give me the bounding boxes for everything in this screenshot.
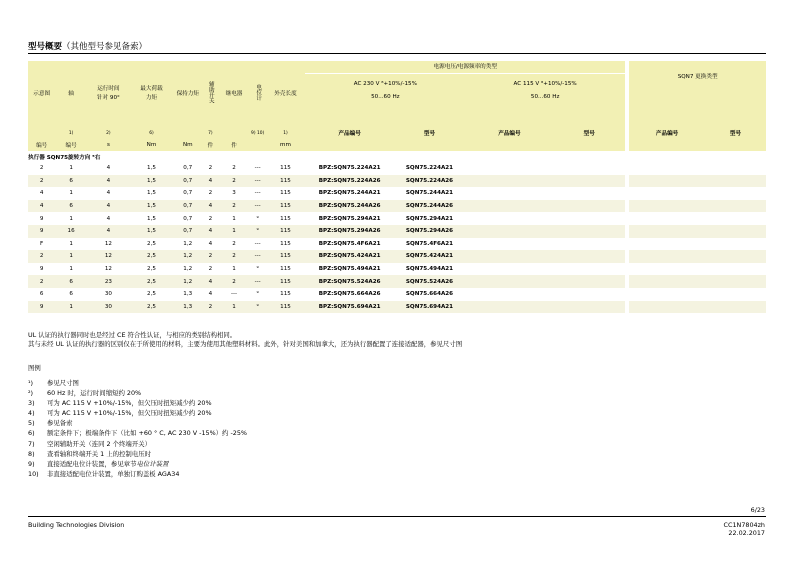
footnote-row [28, 127, 766, 139]
cell-aux: 4 [202, 175, 218, 188]
cell-pot: ⁹ [250, 288, 266, 301]
cell-pn230: BPZ:SQN75.694A21 [305, 301, 393, 314]
legend-text: 直接适配电位计装置，参见章节 [47, 459, 137, 468]
cell-tsqn [705, 288, 766, 301]
cell-t230: SQN75.4F6A21 [394, 238, 465, 251]
table-row [28, 238, 766, 251]
legend-marker: 6) [28, 429, 35, 438]
cell-len: 115 [266, 263, 306, 276]
cell-t115 [554, 263, 626, 276]
cell-tsqn [705, 175, 766, 188]
legend-marker: 9) [28, 459, 35, 468]
cell-tsqn [705, 200, 766, 213]
fn-hold [173, 127, 202, 139]
cell-schem: 9 [28, 263, 55, 276]
cell-schem: 2 [28, 175, 55, 188]
cell-shaft: 1 [55, 238, 87, 251]
cell-relay: 1 [218, 212, 250, 225]
cell-load: 1,5 [130, 187, 173, 200]
fn-length: 1) [266, 127, 306, 139]
type-sqn7: 型号 [705, 127, 766, 139]
cell-load: 1,5 [130, 162, 173, 175]
cell-schem: 2 [28, 250, 55, 263]
legend-marker: 10) [28, 469, 39, 478]
col-relay: 继电器 [218, 61, 250, 127]
ul-note: UL 认证的执行器同时也是经过 CE 符合性认证，与相应的类别结构相同。 [28, 331, 237, 339]
cell-schem: 9 [28, 301, 55, 314]
ul-notes [28, 331, 462, 350]
fn-shaft: 1) [55, 127, 87, 139]
cell-aux: 2 [202, 250, 218, 263]
product-no-230: 产品编号 [305, 127, 393, 139]
cell-run: 4 [87, 212, 130, 225]
legend-item [28, 408, 247, 418]
cell-t230: SQN75.294A21 [394, 212, 465, 225]
cell-pnsqn [629, 162, 705, 175]
col-hold-torque: 保持力矩 [173, 61, 202, 127]
cell-pnsqn [629, 275, 705, 288]
cell-schem: 6 [28, 288, 55, 301]
cell-hold: 1,2 [173, 238, 202, 251]
cell-relay: 1 [218, 225, 250, 238]
cell-hold: 1,3 [173, 301, 202, 314]
unit-row [28, 139, 766, 151]
legend-text: 额定条件下；极端条件下（比如 +60 ° C, AC 230 V -15%）约 -25% [47, 429, 247, 438]
footer-division: Building Technologies Division [28, 521, 125, 529]
table-row [28, 225, 766, 238]
cell-pn115 [465, 288, 553, 301]
cell-len: 115 [266, 212, 306, 225]
cell-pot: --- [250, 175, 266, 188]
cell-relay: 2 [218, 250, 250, 263]
cell-schem: 9 [28, 225, 55, 238]
cell-len: 115 [266, 187, 306, 200]
cell-pn230: BPZ:SQN75.494A21 [305, 263, 393, 276]
cell-pnsqn [629, 288, 705, 301]
type-summary-table [28, 61, 766, 313]
cell-relay: 2 [218, 162, 250, 175]
cell-len: 115 [266, 288, 306, 301]
table-row [28, 301, 766, 314]
col-load-torque: 最大荷载 力矩 [130, 61, 173, 127]
cell-aux: 4 [202, 200, 218, 213]
cell-t115 [554, 212, 626, 225]
cell-pnsqn [629, 175, 705, 188]
cell-hold: 1,3 [173, 288, 202, 301]
cell-t115 [554, 225, 626, 238]
cell-relay: 2 [218, 275, 250, 288]
cell-load: 1,5 [130, 175, 173, 188]
cell-t230: SQN75.494A21 [394, 263, 465, 276]
legend-marker: ²) [28, 389, 34, 398]
cell-relay: 2 [218, 175, 250, 188]
cell-aux: 2 [202, 212, 218, 225]
cell-pnsqn [629, 238, 705, 251]
cell-schem: 4 [28, 200, 55, 213]
unit-pot [250, 139, 266, 151]
cell-pot: --- [250, 187, 266, 200]
unit-runtime: s [87, 139, 130, 151]
cell-tsqn [705, 301, 766, 314]
cell-t230: SQN75.664A26 [394, 288, 465, 301]
cell-pn230: BPZ:SQN75.524A26 [305, 275, 393, 288]
cell-shaft: 1 [55, 263, 87, 276]
cell-load: 1,5 [130, 225, 173, 238]
voltage-115: AC 115 V ⁸+10%/-15% [513, 81, 577, 87]
cell-schem: 9 [28, 212, 55, 225]
table-row [28, 175, 766, 188]
cell-pn230: BPZ:SQN75.244A21 [305, 187, 393, 200]
legend-item [28, 469, 247, 479]
voltage-group-title: 电源电压/电源频率的类型 [433, 64, 497, 70]
cell-run: 4 [87, 225, 130, 238]
cell-schem: 4 [28, 187, 55, 200]
cell-load: 2,5 [130, 263, 173, 276]
cell-pn115 [465, 187, 553, 200]
title-rule [28, 53, 766, 54]
cell-shaft: 6 [55, 175, 87, 188]
voltage-group [305, 61, 625, 127]
cell-hold: 1,2 [173, 250, 202, 263]
cell-tsqn [705, 187, 766, 200]
unit-blank [705, 139, 766, 151]
cell-hold: 0,7 [173, 225, 202, 238]
table-row [28, 275, 766, 288]
cell-shaft: 1 [55, 301, 87, 314]
cell-hold: 0,7 [173, 175, 202, 188]
cell-hold: 1,2 [173, 275, 202, 288]
cell-hold: 0,7 [173, 212, 202, 225]
legend-marker: 4) [28, 409, 35, 418]
footer-date: 22.02.2017 [728, 529, 765, 537]
footer-rule [28, 516, 766, 517]
unit-hold: Nm [173, 139, 202, 151]
section-label: 执行器 SQN75旋转方向 ⁵右 [28, 151, 766, 162]
cell-t115 [554, 288, 626, 301]
legend-item [28, 459, 247, 469]
unit-blank [305, 139, 393, 151]
cell-aux: 2 [202, 301, 218, 314]
cell-pn115 [465, 275, 553, 288]
cell-load: 1,5 [130, 200, 173, 213]
cell-pot: ⁹ [250, 212, 266, 225]
cell-pnsqn [629, 301, 705, 314]
cell-pn230: BPZ:SQN75.4F6A21 [305, 238, 393, 251]
cell-pot: ⁹ [250, 263, 266, 276]
legend-marker: 8) [28, 449, 35, 458]
cell-load: 2,5 [130, 301, 173, 314]
cell-shaft: 6 [55, 275, 87, 288]
voltage-230: AC 230 V ⁸+10%/-15% [353, 81, 417, 87]
cell-pnsqn [629, 200, 705, 213]
cell-pot: --- [250, 275, 266, 288]
cell-t230: SQN75.244A21 [394, 187, 465, 200]
cell-relay: 2 [218, 200, 250, 213]
cell-pn115 [465, 225, 553, 238]
unit-load: Nm [130, 139, 173, 151]
cell-pot: --- [250, 162, 266, 175]
cell-pnsqn [629, 212, 705, 225]
cell-t115 [554, 250, 626, 263]
cell-t115 [554, 200, 626, 213]
cell-pot: ⁹ [250, 301, 266, 314]
page-title-sub: （其他型号参见备索） [62, 42, 148, 52]
sqn7-group: SQN7 更换类型 [629, 61, 766, 127]
cell-aux: 2 [202, 263, 218, 276]
cell-t115 [554, 238, 626, 251]
cell-load: 2,5 [130, 238, 173, 251]
cell-aux: 2 [202, 162, 218, 175]
cell-hold: 0,7 [173, 162, 202, 175]
cell-len: 115 [266, 175, 306, 188]
cell-tsqn [705, 238, 766, 251]
cell-hold: 0,7 [173, 187, 202, 200]
cell-tsqn [705, 250, 766, 263]
cell-shaft: 6 [55, 288, 87, 301]
cell-pn230: BPZ:SQN75.244A26 [305, 200, 393, 213]
cell-tsqn [705, 212, 766, 225]
cell-run: 4 [87, 175, 130, 188]
cell-t230: SQN75.224A26 [394, 175, 465, 188]
cell-shaft: 1 [55, 212, 87, 225]
cell-run: 12 [87, 250, 130, 263]
table-row [28, 250, 766, 263]
hz-230: 50...60 Hz [371, 94, 400, 100]
table-row [28, 263, 766, 276]
cell-load: 1,5 [130, 212, 173, 225]
cell-len: 115 [266, 238, 306, 251]
legend-text: 查看轴和终端开关 1 上的控制电压时 [47, 449, 151, 458]
cell-run: 23 [87, 275, 130, 288]
cell-shaft: 1 [55, 187, 87, 200]
cell-relay: 1 [218, 263, 250, 276]
unit-length: mm [266, 139, 306, 151]
legend-marker: ¹) [28, 379, 34, 387]
table-row [28, 200, 766, 213]
cell-t230: SQN75.424A21 [394, 250, 465, 263]
unit-schematic: 编号 [28, 139, 55, 151]
fn-runtime: 2) [87, 127, 130, 139]
legend-item [28, 398, 247, 408]
col-schematic: 示意图 [28, 61, 55, 127]
cell-load: 2,5 [130, 288, 173, 301]
cell-schem: F [28, 238, 55, 251]
cell-t115 [554, 187, 626, 200]
cell-len: 115 [266, 200, 306, 213]
cell-tsqn [705, 263, 766, 276]
footer-doc-info [724, 521, 765, 537]
page-number: 6/23 [750, 506, 765, 514]
cell-t115 [554, 162, 626, 175]
fn-load: 6) [130, 127, 173, 139]
cell-pnsqn [629, 225, 705, 238]
fn-schematic [28, 127, 55, 139]
legend-marker: 5) [28, 419, 35, 428]
cell-run: 4 [87, 187, 130, 200]
unit-blank [554, 139, 626, 151]
cell-pn115 [465, 175, 553, 188]
fn-relay [218, 127, 250, 139]
cell-tsqn [705, 225, 766, 238]
cell-run: 12 [87, 238, 130, 251]
legend-item [28, 428, 247, 438]
col-pot: 电位计 [255, 83, 262, 101]
section-row [28, 151, 766, 162]
cell-pn230: BPZ:SQN75.294A26 [305, 225, 393, 238]
cell-pn115 [465, 162, 553, 175]
product-no-115: 产品编号 [465, 127, 553, 139]
cell-pot: --- [250, 200, 266, 213]
cell-relay: 2 [218, 238, 250, 251]
cell-len: 115 [266, 225, 306, 238]
cell-pn115 [465, 212, 553, 225]
cell-pn115 [465, 250, 553, 263]
cell-aux: 4 [202, 225, 218, 238]
cell-run: 4 [87, 200, 130, 213]
cell-len: 115 [266, 301, 306, 314]
col-aux-switch: 辅助开关 [207, 80, 214, 104]
cell-shaft: 16 [55, 225, 87, 238]
cell-pnsqn [629, 263, 705, 276]
cell-aux: 4 [202, 275, 218, 288]
legend-text: 参见备索 [47, 419, 73, 428]
cell-pn115 [465, 200, 553, 213]
cell-pn230: BPZ:SQN75.224A26 [305, 175, 393, 188]
cell-load: 2,5 [130, 275, 173, 288]
legend-title: 图例 [28, 364, 41, 372]
cell-t230: SQN75.524A26 [394, 275, 465, 288]
cell-t230: SQN75.224A21 [394, 162, 465, 175]
cell-t230: SQN75.294A26 [394, 225, 465, 238]
unit-relay: 件 [218, 139, 250, 151]
unit-aux: 件 [202, 139, 218, 151]
cell-pn115 [465, 301, 553, 314]
legend-item [28, 439, 247, 449]
cell-t115 [554, 175, 626, 188]
legend-text: 可为 AC 115 V +10%/-15%，但欠压时扭矩减少约 20% [47, 399, 212, 408]
legend-text: 参见尺寸图 [47, 379, 79, 387]
cell-shaft: 1 [55, 162, 87, 175]
cell-run: 30 [87, 288, 130, 301]
unit-blank [394, 139, 465, 151]
legend-item [28, 388, 247, 398]
table-row [28, 162, 766, 175]
legend-marker: 7) [28, 439, 35, 448]
fn-aux: 7) [202, 127, 218, 139]
hz-115: 50...60 Hz [530, 94, 560, 100]
cell-hold: 1,2 [173, 263, 202, 276]
cell-t115 [554, 301, 626, 314]
legend-list [28, 378, 247, 479]
cell-len: 115 [266, 250, 306, 263]
cell-run: 4 [87, 162, 130, 175]
legend-text: 可为 AC 115 V +10%/-15%，但欠压时扭矩减少约 20% [47, 409, 212, 418]
voltage-115-block [465, 74, 625, 104]
cell-pn230: BPZ:SQN75.294A21 [305, 212, 393, 225]
cell-pnsqn [629, 187, 705, 200]
cell-pn230: BPZ:SQN75.664A26 [305, 288, 393, 301]
cell-pn230: BPZ:SQN75.424A21 [305, 250, 393, 263]
voltage-230-block [305, 74, 465, 104]
unit-blank [629, 139, 705, 151]
cell-shaft: 6 [55, 200, 87, 213]
cell-pot: --- [250, 250, 266, 263]
col-runtime: 运行时间 针对 90° [87, 61, 130, 127]
col-pot-cell [250, 61, 266, 127]
cell-run: 30 [87, 301, 130, 314]
product-no-sqn7: 产品编号 [629, 127, 705, 139]
legend-marker: 3) [28, 399, 35, 408]
cell-pot: ⁹ [250, 225, 266, 238]
page-title [28, 40, 147, 52]
cell-pnsqn [629, 250, 705, 263]
cell-relay: 1 [218, 301, 250, 314]
type-230: 型号 [394, 127, 465, 139]
cell-load: 2,5 [130, 250, 173, 263]
legend-item [28, 378, 247, 388]
cell-aux: 2 [202, 187, 218, 200]
cell-tsqn [705, 162, 766, 175]
col-aux-switch-cell [202, 61, 218, 127]
cell-t230: SQN75.694A21 [394, 301, 465, 314]
cell-relay: --- [218, 288, 250, 301]
cell-run: 12 [87, 263, 130, 276]
cell-t115 [554, 275, 626, 288]
col-shaft: 轴 [55, 61, 87, 127]
header-row [28, 61, 766, 127]
legend-text: 非直接适配电位计装置，单独订购盖板 AGA34 [47, 469, 180, 478]
cell-pn230: BPZ:SQN75.224A21 [305, 162, 393, 175]
footer-doc-number: CC1N7804zh [723, 521, 765, 529]
fn-pot: 9) 10) [250, 127, 266, 139]
cell-shaft: 1 [55, 250, 87, 263]
page-title-main: 型号概要 [28, 42, 63, 52]
ul-note: 其与未经 UL 认证的执行器的区别仅在于所使用的材料，主要为使用其他塑料材料。此外，针对美国和加拿大，还为执行器配置了连接适配器，参见尺寸图 [28, 340, 463, 349]
cell-hold: 0,7 [173, 200, 202, 213]
legend-link-text: 电位计装置 [136, 459, 169, 468]
cell-pot: --- [250, 238, 266, 251]
legend-item [28, 418, 247, 428]
type-115: 型号 [554, 127, 626, 139]
cell-aux: 4 [202, 288, 218, 301]
legend-text: 空闲辅助开关（连同 2 个终端开关） [47, 439, 151, 448]
cell-tsqn [705, 275, 766, 288]
cell-t230: SQN75.244A26 [394, 200, 465, 213]
legend-item [28, 449, 247, 459]
cell-schem: 2 [28, 162, 55, 175]
cell-relay: 3 [218, 187, 250, 200]
cell-pn115 [465, 263, 553, 276]
cell-schem: 2 [28, 275, 55, 288]
col-length: 外壳长度 [266, 61, 306, 127]
unit-blank [465, 139, 553, 151]
cell-aux: 4 [202, 238, 218, 251]
cell-len: 115 [266, 162, 306, 175]
legend-text: 60 Hz 时，运行时间缩短约 20% [47, 389, 142, 398]
cell-pn115 [465, 238, 553, 251]
unit-shaft: 编号 [55, 139, 87, 151]
table-row [28, 187, 766, 200]
table-row [28, 212, 766, 225]
cell-len: 115 [266, 275, 306, 288]
table-row [28, 288, 766, 301]
table-body [28, 162, 766, 313]
